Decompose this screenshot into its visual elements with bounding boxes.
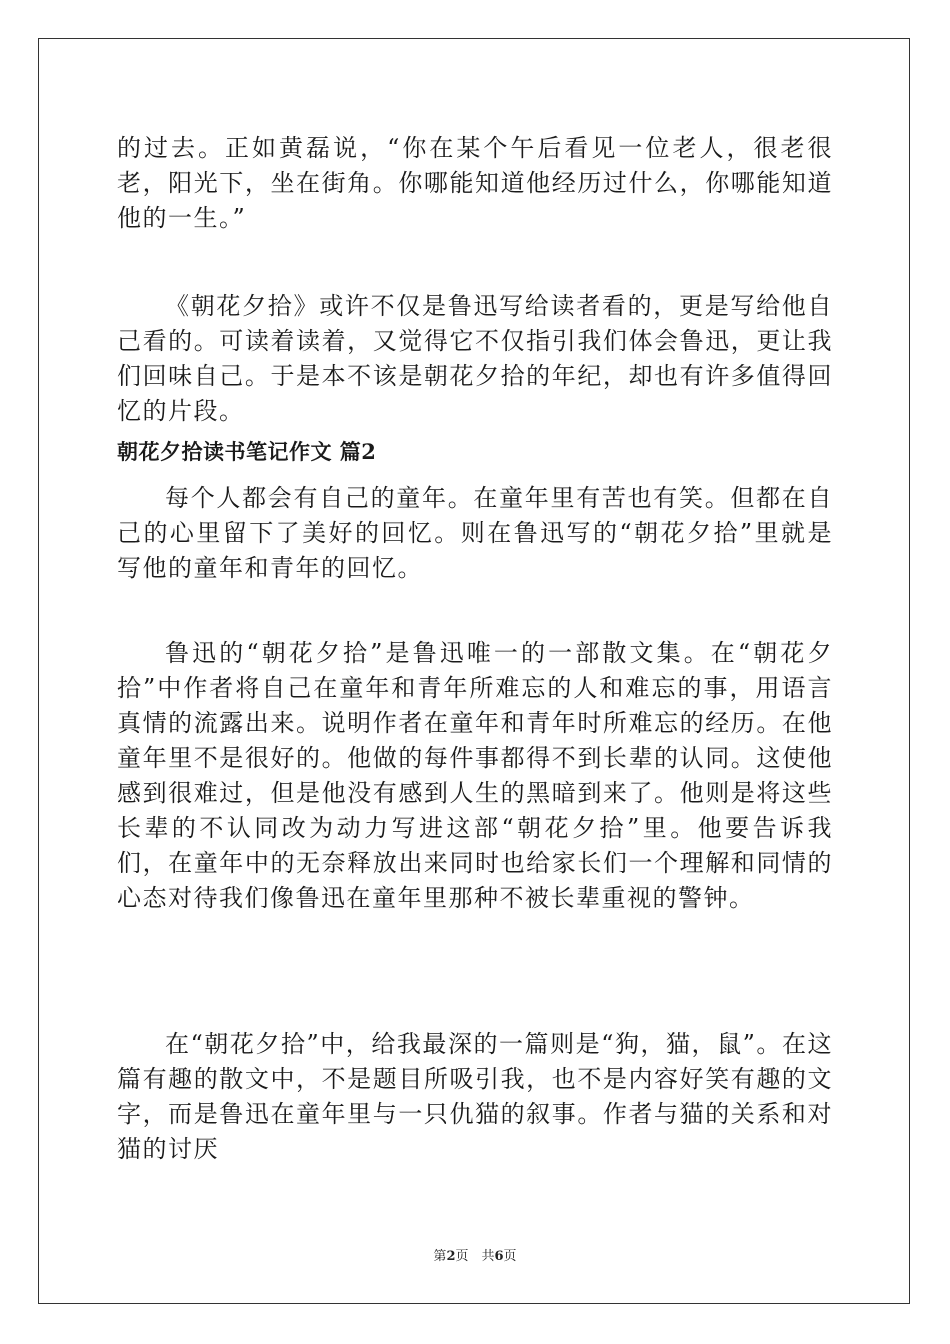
section-heading: 朝花夕拾读书笔记作文 篇2 xyxy=(117,439,377,464)
page-prefix: 第 xyxy=(433,1249,447,1264)
paragraph-continued: 的过去。正如黄磊说，“你在某个午后看见一位老人，很老很老，阳光下，坐在街角。你哪能知道他经历过什么，你哪能知道他的一生。” xyxy=(117,134,833,232)
paragraph-childhood: 每个人都会有自己的童年。在童年里有苦也有笑。但都在自己的心里留下了美好的回忆。则在鲁迅写的“朝花夕拾”里就是写他的童年和青年的回忆。 xyxy=(117,484,833,582)
page-current: 2 xyxy=(446,1249,456,1264)
page-suffix: 页 xyxy=(503,1249,517,1264)
page-total: 6 xyxy=(494,1249,504,1264)
paragraph-dog-cat-mouse: 在“朝花夕拾”中，给我最深的一篇则是“狗，猫，鼠”。在这篇有趣的散文中，不是题目所吸引我，也不是内容好笑有趣的文字，而是鲁迅在童年里与一只仇猫的叙事。作者与猫的关系和对猫的讨厌 xyxy=(117,1030,833,1163)
paragraph-reflection: 《朝花夕拾》或许不仅是鲁迅写给读者看的，更是写给他自己看的。可读着读着，又觉得它不仅指引我们体会鲁迅，更让我们回味自己。于是本不该是朝花夕拾的年纪，却也有许多值得回忆的片段。 xyxy=(117,292,833,425)
page-mid: 页 共 xyxy=(455,1249,495,1264)
paragraph-collection: 鲁迅的“朝花夕拾”是鲁迅唯一的一部散文集。在“朝花夕拾”中作者将自己在童年和青年所难忘的人和难忘的事，用语言真情的流露出来。说明作者在童年和青年时所难忘的经历。在他童年里不是很好的。他做的每件事都得不到长辈的认同。这使他感到很难过，但是他没有感到人生的黑暗到来了。他则是将这些长辈的不认同改为动力写进这部“朝花夕拾”里。他要告诉我们，在童年中的无奈释放出来同时也给家长们一个理解和同情的心态对待我们像鲁迅在童年里那种不被长辈重视的警钟。 xyxy=(117,639,833,912)
page-number-footer xyxy=(0,1248,950,1266)
